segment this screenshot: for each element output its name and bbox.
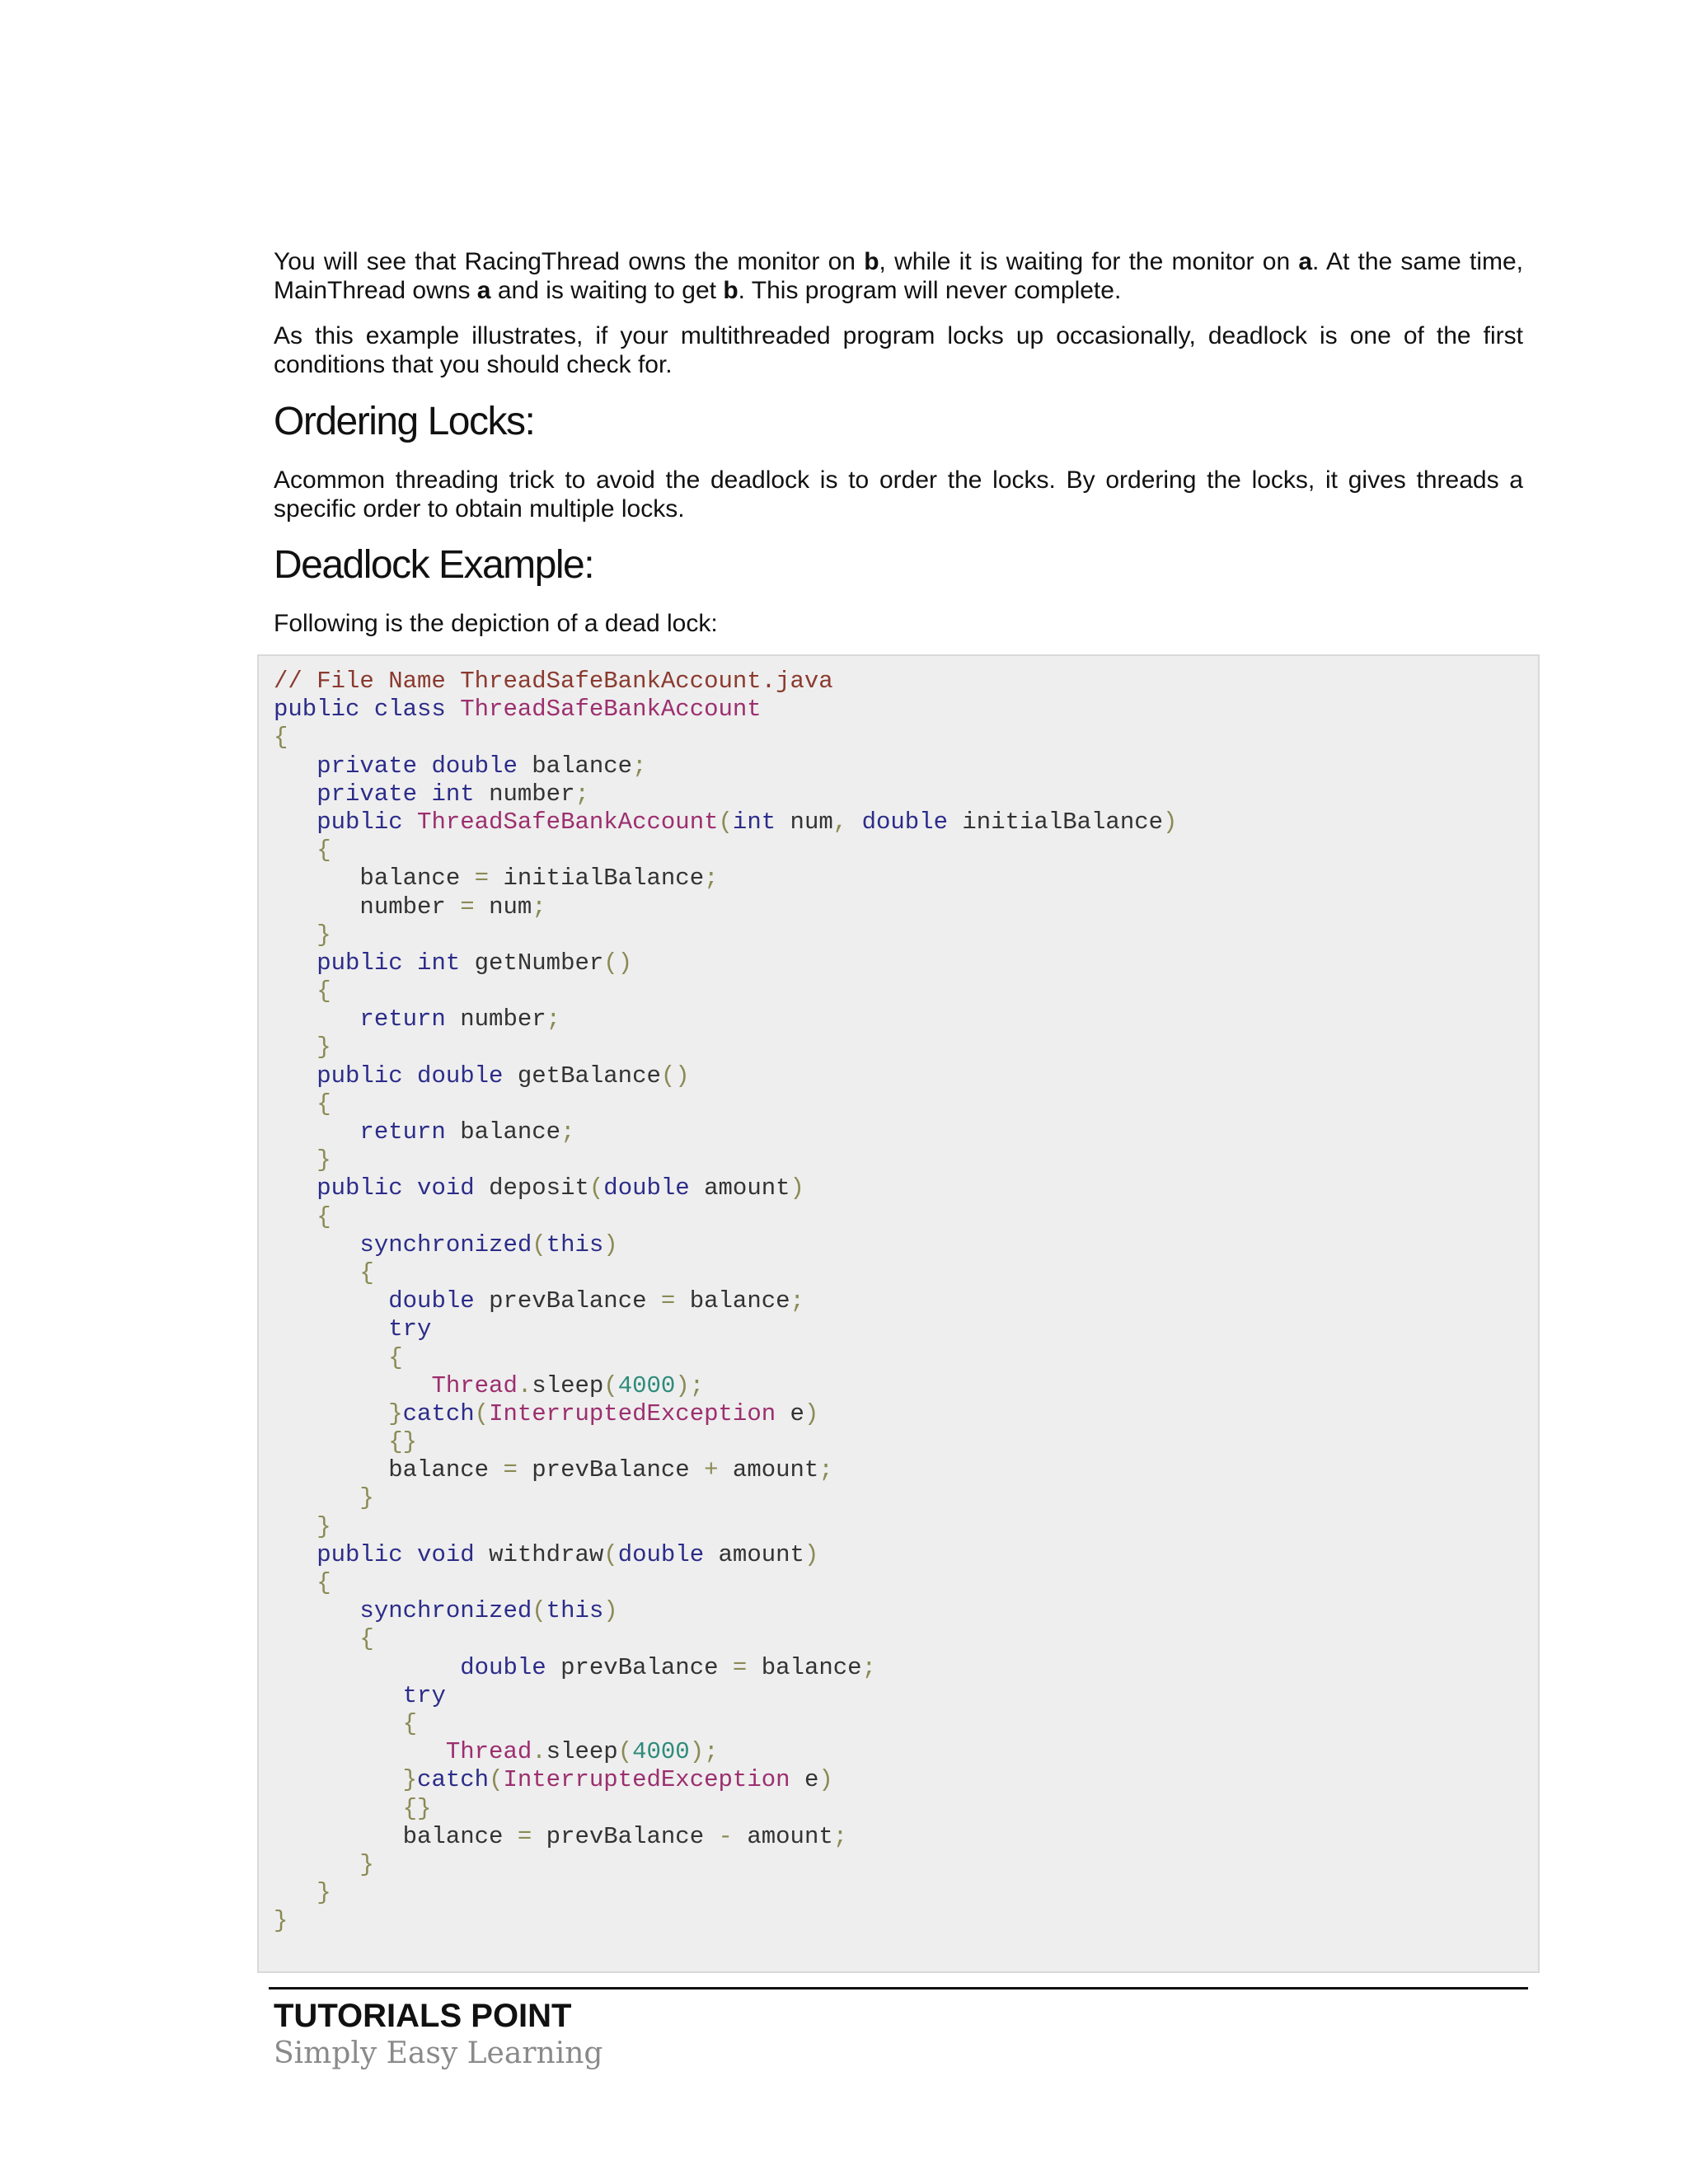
code-token: { bbox=[274, 724, 288, 752]
code-token: public class bbox=[274, 696, 461, 724]
code-token bbox=[274, 1879, 316, 1906]
code-token: ) bbox=[818, 1766, 833, 1794]
code-token: } bbox=[316, 1512, 331, 1540]
code-token: amount bbox=[747, 1822, 833, 1850]
code-token: balance bbox=[274, 865, 475, 893]
code-token: ; bbox=[832, 1822, 848, 1850]
code-token: sleep bbox=[532, 1371, 604, 1399]
code-token: { bbox=[316, 1569, 331, 1596]
code-line bbox=[274, 808, 1177, 837]
code-token: ThreadSafeBankAccount bbox=[417, 808, 719, 836]
code-token: ( bbox=[617, 1738, 633, 1766]
code-token: balance bbox=[689, 1287, 790, 1315]
code-token: e bbox=[790, 1399, 804, 1427]
code-token: initialBalance bbox=[962, 808, 1164, 836]
code-line bbox=[274, 1513, 1177, 1541]
code-token: public double bbox=[316, 1062, 518, 1090]
code-token: } bbox=[359, 1484, 374, 1512]
paragraph-deadlock-check: As this example illustrates, if your multithreaded program locks up occasionally, deadlock is one of the first conditions that you should check for. bbox=[274, 322, 1523, 378]
code-token: { bbox=[316, 837, 331, 865]
code-line bbox=[274, 1484, 1177, 1512]
code-line bbox=[274, 1400, 1177, 1428]
code-token: ( bbox=[603, 1540, 618, 1568]
text-run: . This program will never complete. bbox=[738, 277, 1122, 304]
code-token bbox=[274, 1231, 359, 1258]
code-token: ) bbox=[804, 1540, 819, 1568]
code-token: 4000 bbox=[632, 1738, 690, 1766]
code-token: try bbox=[388, 1315, 432, 1343]
code-token: + bbox=[704, 1456, 733, 1484]
code-token: balance bbox=[532, 752, 633, 780]
code-token: prevBalance bbox=[532, 1456, 705, 1484]
code-line bbox=[274, 1597, 1177, 1625]
code-token: prevBalance bbox=[560, 1653, 733, 1681]
footer-brand-title: TUTORIALS POINT bbox=[274, 1998, 572, 2034]
code-line bbox=[274, 1259, 1177, 1287]
code-line bbox=[274, 696, 1177, 724]
body-paragraph-1 bbox=[274, 247, 1523, 305]
code-token: this bbox=[546, 1230, 604, 1258]
footer-brand-subtitle: Simply Easy Learning bbox=[274, 2036, 603, 2070]
code-token: getNumber bbox=[474, 949, 604, 977]
code-token: ( bbox=[474, 1399, 490, 1427]
code-token: InterruptedException bbox=[489, 1399, 790, 1427]
code-token: { bbox=[316, 1090, 331, 1118]
code-token bbox=[274, 780, 316, 808]
code-token bbox=[274, 1146, 316, 1174]
code-token: double bbox=[460, 1653, 561, 1681]
code-token: double bbox=[861, 808, 963, 836]
code-token: return bbox=[359, 1118, 461, 1146]
code-token: public int bbox=[316, 949, 475, 977]
code-token bbox=[274, 1710, 403, 1737]
code-token: . bbox=[517, 1371, 532, 1399]
code-token: = bbox=[732, 1653, 762, 1681]
code-token: ; bbox=[790, 1287, 804, 1315]
code-token bbox=[274, 1344, 388, 1371]
code-token: withdraw bbox=[489, 1540, 604, 1568]
paragraph-depiction: Following is the depiction of a dead lock: bbox=[274, 610, 718, 637]
code-line bbox=[274, 1654, 1177, 1682]
bold-term: b bbox=[864, 248, 879, 275]
code-token bbox=[274, 1428, 388, 1455]
code-token bbox=[274, 921, 316, 949]
code-token: amount bbox=[704, 1174, 790, 1202]
code-token: private double bbox=[316, 752, 532, 780]
code-token: balance bbox=[460, 1118, 561, 1146]
code-line bbox=[274, 1710, 1177, 1738]
code-line bbox=[274, 1203, 1177, 1231]
code-token: ; bbox=[532, 893, 546, 921]
code-token: ) bbox=[804, 1399, 819, 1427]
code-token: } bbox=[388, 1399, 403, 1427]
code-token bbox=[274, 1569, 316, 1596]
code-line bbox=[274, 1879, 1177, 1907]
code-token: { bbox=[316, 977, 331, 1005]
code-token: Thread bbox=[445, 1738, 532, 1766]
code-listing bbox=[274, 668, 1177, 1935]
code-token: balance bbox=[761, 1653, 862, 1681]
code-line bbox=[274, 668, 1177, 696]
code-token: = bbox=[474, 865, 504, 893]
text-run: You will see that RacingThread owns the monitor on bbox=[274, 248, 865, 275]
code-line bbox=[274, 1795, 1177, 1823]
code-line bbox=[274, 1315, 1177, 1343]
code-line bbox=[274, 1174, 1177, 1202]
code-token: InterruptedException bbox=[503, 1766, 804, 1794]
code-token: public void bbox=[316, 1540, 490, 1568]
code-token: { bbox=[359, 1625, 374, 1653]
code-line bbox=[274, 977, 1177, 1005]
code-line bbox=[274, 1090, 1177, 1118]
code-token: number bbox=[460, 1005, 546, 1033]
code-token: - bbox=[718, 1822, 748, 1850]
code-token: // File Name ThreadSafeBankAccount.java bbox=[274, 668, 833, 695]
code-token bbox=[274, 808, 316, 836]
code-token: amount bbox=[718, 1540, 804, 1568]
code-token bbox=[274, 1682, 403, 1709]
body-paragraph-4 bbox=[274, 609, 1523, 638]
code-line bbox=[274, 921, 1177, 949]
code-token: number bbox=[274, 893, 461, 921]
code-token: { bbox=[316, 1202, 331, 1230]
code-token: catch bbox=[402, 1399, 475, 1427]
code-token: ThreadSafeBankAccount bbox=[460, 696, 762, 724]
code-line bbox=[274, 837, 1177, 865]
code-line bbox=[274, 1372, 1177, 1400]
code-token: ( bbox=[718, 808, 733, 836]
code-token bbox=[274, 1400, 388, 1427]
code-token: ); bbox=[675, 1371, 705, 1399]
code-line bbox=[274, 893, 1177, 921]
code-token: { bbox=[402, 1709, 418, 1737]
code-token: , bbox=[832, 808, 862, 836]
code-token: Thread bbox=[431, 1371, 518, 1399]
code-token: ) bbox=[603, 1597, 618, 1625]
code-token: ; bbox=[861, 1653, 876, 1681]
bold-term: a bbox=[1298, 248, 1313, 275]
code-token: double bbox=[603, 1174, 705, 1202]
code-line bbox=[274, 780, 1177, 808]
code-token bbox=[274, 752, 316, 780]
code-token: ; bbox=[704, 865, 719, 893]
code-token: initialBalance bbox=[503, 865, 705, 893]
code-line bbox=[274, 865, 1177, 893]
code-token: = bbox=[660, 1287, 690, 1315]
code-line bbox=[274, 1907, 1177, 1935]
code-token: ; bbox=[632, 752, 647, 780]
code-token: ; bbox=[546, 1005, 561, 1033]
code-token: synchronized bbox=[359, 1230, 532, 1258]
code-token bbox=[274, 1005, 359, 1033]
code-line bbox=[274, 752, 1177, 780]
code-token: { bbox=[388, 1343, 403, 1371]
code-token: ); bbox=[689, 1738, 719, 1766]
heading-ordering-locks: Ordering Locks: bbox=[274, 400, 535, 443]
code-token: num bbox=[790, 808, 833, 836]
code-token: int bbox=[732, 808, 790, 836]
code-token: ( bbox=[603, 1371, 618, 1399]
code-token: public bbox=[316, 808, 418, 836]
code-line bbox=[274, 1146, 1177, 1174]
body-paragraph-3 bbox=[274, 466, 1523, 523]
code-token: = bbox=[503, 1456, 532, 1484]
code-token bbox=[274, 1203, 316, 1230]
code-token: ) bbox=[790, 1174, 804, 1202]
code-token: } bbox=[316, 921, 331, 949]
code-token bbox=[274, 1062, 316, 1090]
code-token bbox=[274, 1766, 403, 1793]
code-token bbox=[274, 1315, 388, 1343]
code-token: {} bbox=[388, 1428, 418, 1456]
code-token: balance bbox=[274, 1456, 504, 1484]
code-token: {} bbox=[402, 1794, 432, 1822]
code-line bbox=[274, 1851, 1177, 1879]
code-token: . bbox=[532, 1738, 546, 1766]
code-line bbox=[274, 1766, 1177, 1794]
code-token bbox=[274, 949, 316, 977]
code-token: e bbox=[804, 1766, 819, 1794]
code-token bbox=[274, 1851, 359, 1878]
code-line bbox=[274, 1005, 1177, 1033]
code-token: } bbox=[316, 1033, 331, 1062]
code-token: sleep bbox=[546, 1738, 618, 1766]
code-token bbox=[274, 1654, 460, 1681]
code-token: double bbox=[388, 1287, 490, 1315]
code-token: } bbox=[359, 1850, 374, 1878]
paragraph-ordering-locks: Acommon threading trick to avoid the deadlock is to order the locks. By ordering the locks, it gives threads a specific order to obtain multiple locks. bbox=[274, 466, 1523, 523]
bold-term: b bbox=[723, 277, 738, 304]
code-token bbox=[274, 1033, 316, 1061]
code-line bbox=[274, 724, 1177, 752]
text-run: and is waiting to get bbox=[490, 277, 724, 304]
code-line bbox=[274, 1428, 1177, 1456]
code-token: ( bbox=[588, 1174, 604, 1202]
code-token: { bbox=[359, 1258, 374, 1286]
code-token: this bbox=[546, 1597, 604, 1625]
code-token: ; bbox=[818, 1456, 833, 1484]
code-token bbox=[274, 1484, 359, 1511]
code-line bbox=[274, 1344, 1177, 1372]
code-token: synchronized bbox=[359, 1597, 532, 1625]
code-token: number bbox=[489, 780, 575, 808]
code-block bbox=[257, 654, 1540, 1973]
code-token: num bbox=[489, 893, 532, 921]
code-token: double bbox=[617, 1540, 719, 1568]
code-token: = bbox=[460, 893, 490, 921]
code-token: public void bbox=[316, 1174, 490, 1202]
code-token: () bbox=[660, 1062, 690, 1090]
paragraph-racingthread bbox=[274, 247, 1523, 305]
code-line bbox=[274, 1033, 1177, 1062]
bold-term: a bbox=[476, 277, 491, 304]
heading-deadlock-example: Deadlock Example: bbox=[274, 543, 594, 587]
code-token: } bbox=[274, 1907, 288, 1935]
code-token: } bbox=[402, 1766, 418, 1794]
code-token: getBalance bbox=[517, 1062, 661, 1090]
code-token: = bbox=[517, 1822, 546, 1850]
code-line bbox=[274, 1541, 1177, 1569]
code-token bbox=[274, 1597, 359, 1624]
code-token: try bbox=[402, 1681, 446, 1709]
code-token: ( bbox=[532, 1597, 546, 1625]
code-token: prevBalance bbox=[489, 1287, 661, 1315]
code-token: ) bbox=[1163, 808, 1178, 836]
code-token: private int bbox=[316, 780, 490, 808]
code-line bbox=[274, 1118, 1177, 1146]
code-token: } bbox=[316, 1146, 331, 1174]
footer-divider bbox=[269, 1987, 1528, 1990]
code-line bbox=[274, 1062, 1177, 1090]
body-paragraph-2 bbox=[274, 321, 1523, 379]
code-token bbox=[274, 1738, 446, 1765]
code-token bbox=[274, 1259, 359, 1286]
code-token bbox=[274, 1287, 388, 1315]
code-token: } bbox=[316, 1879, 331, 1907]
code-token bbox=[274, 1174, 316, 1202]
code-token: ) bbox=[603, 1230, 618, 1258]
code-token: catch bbox=[417, 1766, 490, 1794]
code-token bbox=[274, 1541, 316, 1568]
text-run: , while it is waiting for the monitor on bbox=[879, 248, 1299, 275]
code-token bbox=[274, 1090, 316, 1118]
code-token: ( bbox=[489, 1766, 504, 1794]
code-line bbox=[274, 1231, 1177, 1259]
code-token: deposit bbox=[489, 1174, 589, 1202]
code-line bbox=[274, 1823, 1177, 1851]
code-token bbox=[274, 977, 316, 1005]
code-token: amount bbox=[732, 1456, 819, 1484]
code-line bbox=[274, 1625, 1177, 1653]
code-line bbox=[274, 1569, 1177, 1597]
section-heading-ordering-locks bbox=[274, 399, 1523, 445]
code-token: ; bbox=[574, 780, 589, 808]
code-token bbox=[274, 837, 316, 864]
code-token: prevBalance bbox=[546, 1822, 719, 1850]
code-token: balance bbox=[274, 1822, 518, 1850]
text-run: . At the same time, MainThread owns bbox=[274, 248, 1524, 304]
code-token bbox=[274, 1118, 359, 1146]
code-line bbox=[274, 1287, 1177, 1315]
section-heading-deadlock-example bbox=[274, 542, 1523, 588]
code-token bbox=[274, 1625, 359, 1652]
code-line bbox=[274, 1682, 1177, 1710]
code-line bbox=[274, 949, 1177, 977]
code-token bbox=[274, 1513, 316, 1540]
code-token: ; bbox=[560, 1118, 575, 1146]
code-token: 4000 bbox=[617, 1371, 676, 1399]
code-line bbox=[274, 1456, 1177, 1484]
code-token: return bbox=[359, 1005, 461, 1033]
code-token: () bbox=[603, 949, 633, 977]
code-token bbox=[274, 1795, 403, 1822]
code-token bbox=[274, 1372, 431, 1399]
code-line bbox=[274, 1738, 1177, 1766]
code-token: ( bbox=[532, 1230, 546, 1258]
